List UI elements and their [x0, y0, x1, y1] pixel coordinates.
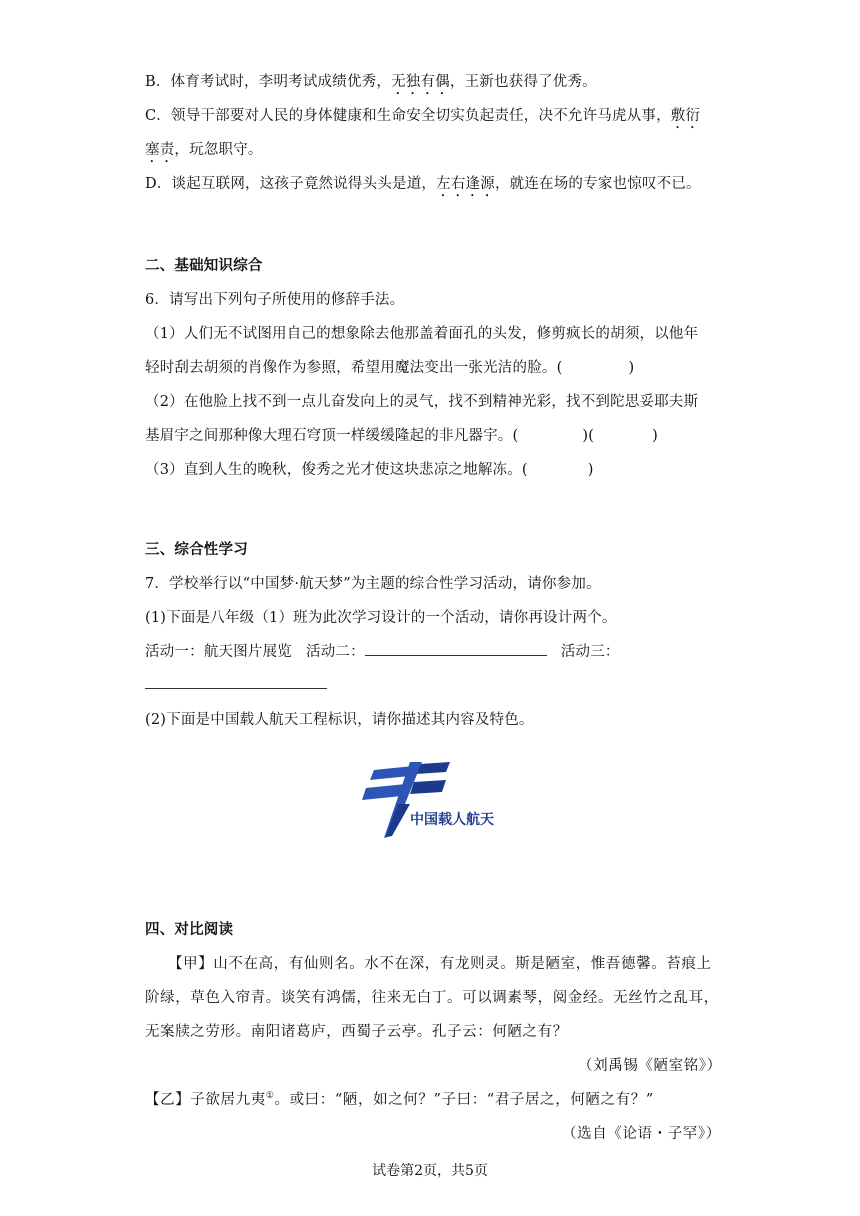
option-c-line2: 塞责，玩忽职守。 [145, 142, 263, 158]
option-d: D．谈起互联网，这孩子竟然说得头头是道，左右逢源，就连在场的专家也惊叹不已。 [145, 176, 701, 192]
activity-3-blank-line [145, 674, 327, 693]
activity-3-blank[interactable] [145, 674, 327, 689]
option-b: B．体育考试时，李明考试成绩优秀，无独有偶，王新也获得了优秀。 [145, 74, 597, 90]
sentence-2-line1: （2）在他脸上找不到一点儿奋发向上的灵气，找不到精神光彩，找不到陀思妥耶夫斯 [145, 394, 699, 410]
sentence-3: （3）直到人生的晚秋，俊秀之光才使这块悲凉之地解冻。( ) [145, 462, 594, 478]
section-title: 二、基础知识综合 [145, 257, 263, 274]
part-2-prompt: (2)下面是中国载人航天工程标识，请你描述其内容及特色。 [145, 712, 534, 728]
sentence-1-line1: （1）人们无不试图用自己的想象除去他那盖着面孔的头发，修剪疯长的胡须，以他年 [145, 326, 699, 342]
activity-2-blank[interactable] [365, 641, 547, 656]
text-yi: 【乙】子欲居九夷①。或曰：“陋，如之何？”子曰：“君子居之，何陋之有？” [145, 1091, 654, 1108]
option-c-line1: C．领导干部要对人民的身体健康和生命安全切实负起责任，决不允许马虎从事，敷衍 [145, 108, 701, 124]
emphasis-word: 塞责 [145, 142, 175, 158]
text-jia-line2: 阶绿，草色入帘青。谈笑有鸿儒，往来无白丁。可以调素琴，阅金经。无丝竹之乱耳， [145, 990, 719, 1006]
question-7: 7．学校举行以“中国梦·航天梦”为主题的综合性学习活动，请你参加。 [145, 576, 601, 592]
logo-graphic [362, 760, 512, 840]
text-jia-source: （刘禹锡《陋室铭》） [578, 1058, 722, 1074]
emphasis-word: 无独有偶 [391, 74, 450, 90]
logo-text: 中国载人航天 [410, 811, 494, 827]
china-manned-space-logo [362, 760, 512, 840]
part-1-prompt: (1)下面是八年级（1）班为此次学习设计的一个活动，请你再设计两个。 [145, 610, 617, 626]
activities-line: 活动一：航天图片展览 活动二： 活动三： [145, 640, 620, 661]
question-6: 6．请写出下列句子所使用的修辞手法。 [145, 292, 405, 308]
sentence-1-line2: 轻时刮去胡须的肖像作为参照，希望用魔法变出一张光洁的脸。( ) [145, 360, 635, 376]
text-jia-line3: 无案牍之劳形。南阳诸葛庐，西蜀子云亭。孔子云：何陋之有？ [145, 1024, 568, 1040]
emphasis-word: 左右逢源 [436, 176, 495, 192]
section-title: 三、综合性学习 [145, 541, 248, 558]
sentence-2-line2: 基眉宇之间那种像大理石穹顶一样缓缓隆起的非凡器宇。( )( ) [145, 428, 658, 444]
footnote-marker: ① [265, 1091, 275, 1102]
section-title: 四、对比阅读 [145, 921, 234, 938]
text-jia-line1: 【甲】山不在高，有仙则名。水不在深，有龙则灵。斯是陋室，惟吾德馨。苔痕上 [168, 956, 712, 972]
text-yi-source: （选自《论语・子罕》） [562, 1126, 721, 1142]
page-footer: 试卷第2页，共5页 [372, 1163, 488, 1179]
emphasis-word: 敷衍 [670, 108, 701, 124]
